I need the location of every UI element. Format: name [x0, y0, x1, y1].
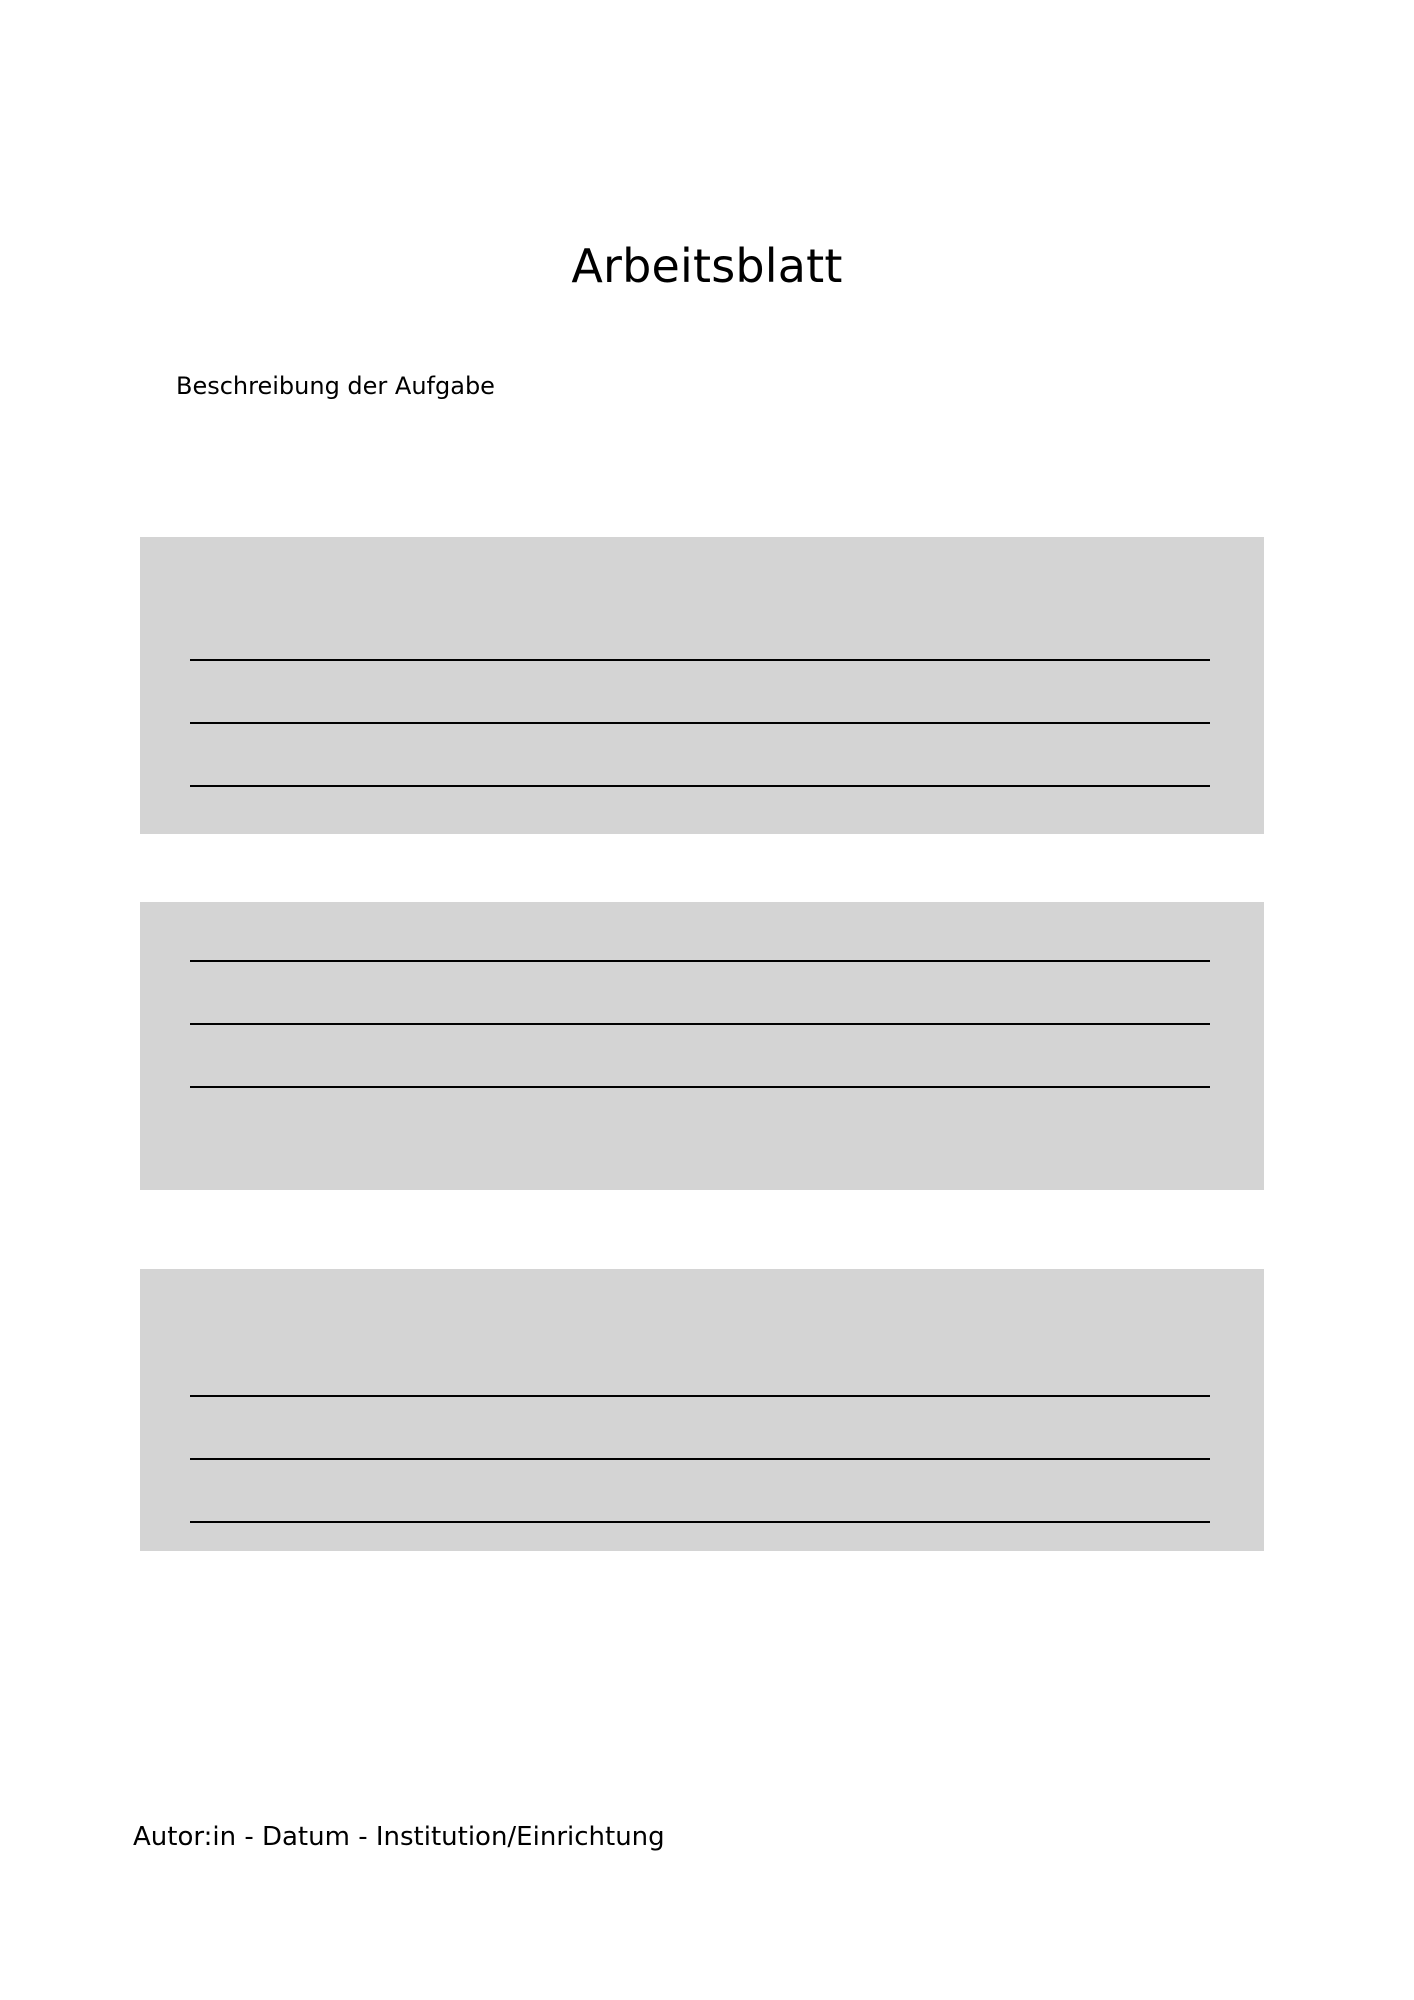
- answer-lines: [190, 659, 1210, 787]
- write-line[interactable]: [190, 1086, 1210, 1088]
- task-description: Beschreibung der Aufgabe: [176, 372, 495, 400]
- page-title: Arbeitsblatt: [571, 238, 843, 293]
- write-line[interactable]: [190, 1023, 1210, 1025]
- answer-lines: [190, 1395, 1210, 1523]
- write-line[interactable]: [190, 659, 1210, 661]
- write-line[interactable]: [190, 1395, 1210, 1397]
- answer-block[interactable]: [140, 537, 1264, 834]
- write-line[interactable]: [190, 960, 1210, 962]
- write-line[interactable]: [190, 722, 1210, 724]
- answer-block[interactable]: [140, 1269, 1264, 1551]
- answer-lines: [190, 960, 1210, 1088]
- write-line[interactable]: [190, 785, 1210, 787]
- write-line[interactable]: [190, 1521, 1210, 1523]
- answer-block[interactable]: [140, 902, 1264, 1190]
- footer-metadata: Autor:in - Datum - Institution/Einrichtung: [133, 1822, 665, 1852]
- write-line[interactable]: [190, 1458, 1210, 1460]
